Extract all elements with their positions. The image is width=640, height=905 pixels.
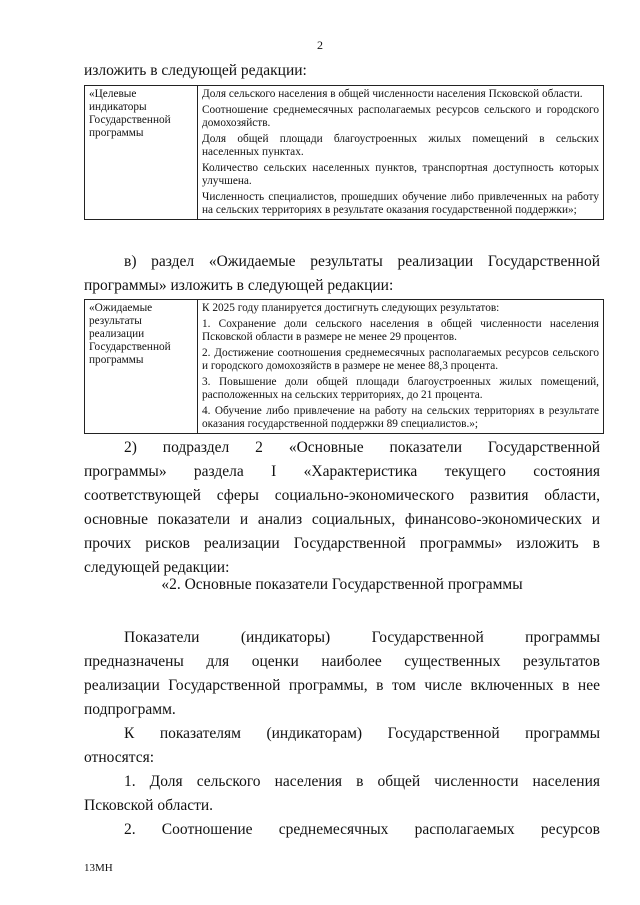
footer-code: 13МН (84, 862, 113, 874)
body-para1-line: предназначены для оценки наиболее существенных результатов (84, 653, 600, 670)
table2-item: К 2025 году планируется достигнуть следующих результатов: (202, 302, 500, 314)
section-heading: «2. Основные показатели Государственной программы (161, 576, 523, 593)
body-para2-line: К показателям (индикаторам) Государственной программы (124, 725, 600, 742)
table1-label-cell: «Целевые индикаторы Государственной программы (85, 86, 198, 220)
table1-item: Доля сельского населения в общей численности населения Псковской области. (202, 88, 583, 100)
table1-item: Численность специалистов, прошедших обучение либо привлеченных на работу на сельских территориях в результате оказания государственной поддержки»; (202, 191, 599, 216)
body-para1-line: Показатели (индикаторы) Государственной программы (124, 629, 600, 646)
page-number: 2 (317, 38, 323, 52)
para2-line: прочих рисков реализации Государственной программы» изложить в (84, 535, 600, 552)
table2-value-cell (198, 300, 604, 434)
table2-item: 4. Обучение либо привлечение на работу на сельских территориях в результате оказания государственной поддержки 89 специалистов.»; (202, 405, 599, 430)
body-item1-line: Псковской области. (84, 797, 214, 814)
para2-line: программы» раздела I «Характеристика текущего состояния (84, 463, 600, 480)
para2-line: 2) подраздел 2 «Основные показатели Государственной (124, 439, 600, 456)
body-item1-line: 1. Доля сельского населения в общей численности населения (124, 773, 600, 790)
table2-item: 2. Достижение соотношения среднемесячных располагаемых ресурсов сельского и городского домохозяйств в размере не менее 88,3 процента. (202, 347, 599, 372)
table-row (85, 300, 604, 434)
body-item2-line: 2. Соотношение среднемесячных располагаемых ресурсов (124, 821, 600, 838)
expected-results-table (84, 299, 604, 434)
table2-label-cell: «Ожидаемые результаты реализации Государственной программы (85, 300, 198, 434)
body-para1-line: реализации Государственной программы, в том числе включенных в нее (84, 677, 600, 694)
table1-value-cell (198, 86, 604, 220)
para2-line: соответствующей сферы социально-экономического развития области, (84, 487, 600, 504)
para-v-line2: программы» изложить в следующей редакции: (84, 277, 394, 294)
target-indicators-table (84, 85, 604, 220)
table2-item: 3. Повышение доли общей площади благоустроенных жилых помещений, расположенных на сельских территориях, до 21 процента. (202, 376, 599, 401)
table-row (85, 86, 604, 220)
para-v-line1: в) раздел «Ожидаемые результаты реализации Государственной (124, 253, 600, 270)
body-para1-line: подпрограмм. (84, 701, 176, 718)
table1-item: Соотношение среднемесячных располагаемых ресурсов сельского и городского домохозяйств. (202, 104, 599, 129)
table1-item: Количество сельских населенных пунктов, транспортная доступность которых улучшена. (202, 162, 599, 187)
para2-line: основные показатели и анализ социальных, финансово-экономических и (84, 511, 600, 528)
body-para2-line: относятся: (84, 749, 155, 766)
table1-item: Доля общей площади благоустроенных жилых помещений в сельских населенных пунктах. (202, 133, 599, 158)
intro-line: изложить в следующей редакции: (84, 62, 307, 79)
table2-item: 1. Сохранение доли сельского населения в общей численности населения Псковской области в размере не менее 29 процентов. (202, 318, 599, 343)
para2-line: следующей редакции: (84, 559, 230, 576)
